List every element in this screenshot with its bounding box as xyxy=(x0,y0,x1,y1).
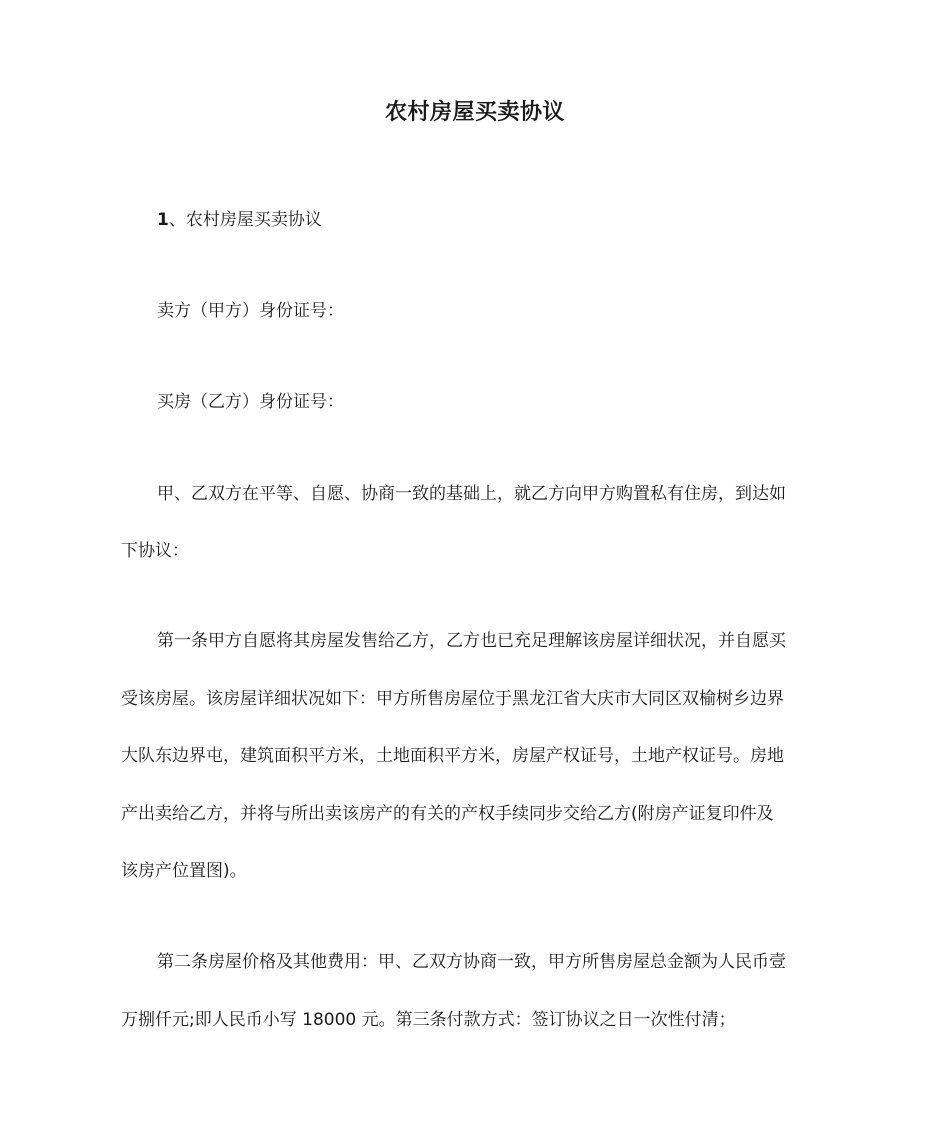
buyer-id-line: 买房（乙方）身份证号： xyxy=(157,392,344,412)
article1-line-3: 大队东边界屯，建筑面积平方米，土地面积平方米，房屋产权证号，土地产权证号。房地 xyxy=(121,746,784,766)
article1-line-2: 受该房屋。该房屋详细状况如下：甲方所售房屋位于黑龙江省大庆市大同区双榆树乡边界 xyxy=(121,689,784,709)
document-title: 农村房屋买卖协议 xyxy=(384,100,565,125)
section-heading xyxy=(157,206,833,234)
seller-id-line: 卖方（甲方）身份证号： xyxy=(157,301,344,321)
section-number: 1 xyxy=(157,210,169,230)
intro-line-1: 甲、乙双方在平等、自愿、协商一致的基础上，就乙方向甲方购置私有住房，到达如 xyxy=(157,484,786,504)
article2-line-2: 万捌仟元;即人民币小写 18000 元。第三条付款方式：签订协议之日一次性付清； xyxy=(121,1010,736,1030)
section-heading-text: 、农村房屋买卖协议 xyxy=(168,210,322,230)
article1-line-4: 产出卖给乙方，并将与所出卖该房产的有关的产权手续同步交给乙方(附房产证复印件及 xyxy=(121,804,774,824)
article2-line-1: 第二条房屋价格及其他费用：甲、乙双方协商一致，甲方所售房屋总金额为人民币壹 xyxy=(157,952,786,972)
article1-line-5: 该房产位置图)。 xyxy=(121,861,247,881)
article1-line-1: 第一条甲方自愿将其房屋发售给乙方，乙方也已充足理解该房屋详细状况，并自愿买 xyxy=(157,631,786,651)
intro-line-2: 下协议： xyxy=(121,541,189,561)
